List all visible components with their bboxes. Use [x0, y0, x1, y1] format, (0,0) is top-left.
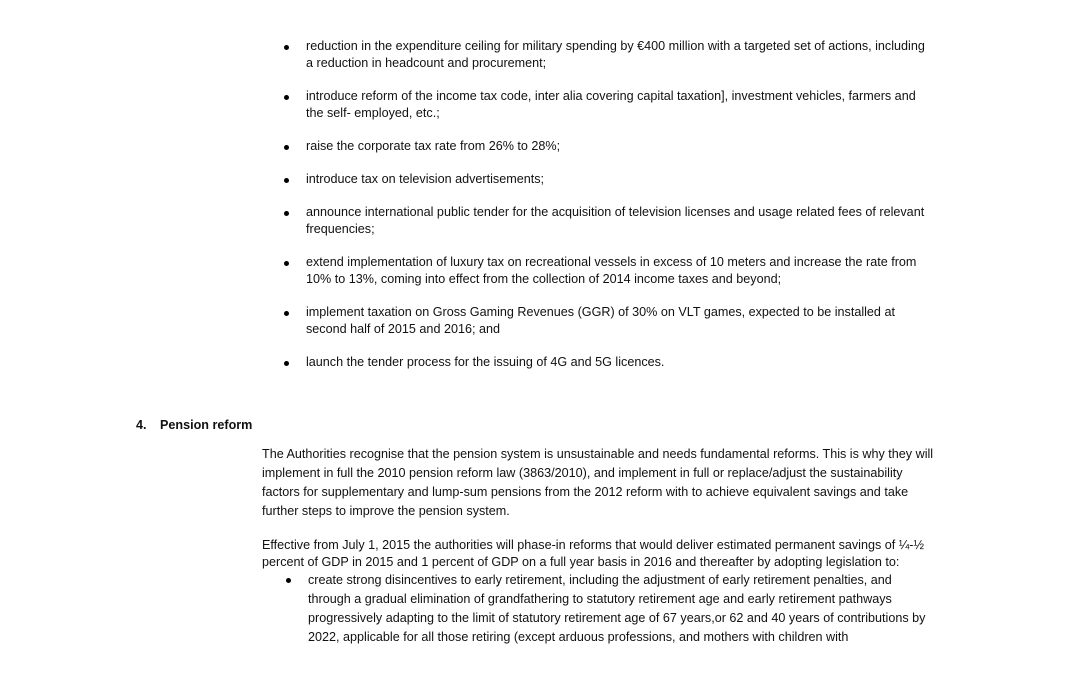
legislation-bullet-list	[286, 571, 936, 647]
measures-bullet-list	[284, 38, 934, 387]
bullet-icon	[284, 45, 289, 50]
list-item-text: announce international public tender for the acquisition of television licenses and usage related fees of relevant frequencies;	[306, 205, 925, 236]
list-item	[284, 304, 934, 338]
list-item	[286, 571, 936, 647]
list-item	[284, 138, 934, 155]
bullet-icon	[284, 361, 289, 366]
bullet-icon	[284, 211, 289, 216]
list-item	[284, 171, 934, 188]
paragraph: Effective from July 1, 2015 the authorities will phase-in reforms that would deliver estimated permanent savings of ¼-½ percent of GDP in 2015 and 1 percent of GDP on a full year basis in 2016 and thereafter by adopting legislation to:	[262, 538, 924, 569]
list-item-text: implement taxation on Gross Gaming Revenues (GGR) of 30% on VLT games, expected to be installed at second half of 2015 and 2016; and	[306, 305, 895, 336]
list-item-text: introduce tax on television advertisements;	[306, 172, 545, 186]
list-item-text: introduce reform of the income tax code, inter alia covering capital taxation], investment vehicles, farmers and the self- employed, etc.;	[306, 89, 916, 120]
bullet-icon	[284, 311, 289, 316]
bullet-icon	[284, 178, 289, 183]
list-item-text: create strong disincentives to early retirement, including the adjustment of early retirement penalties, and through a gradual elimination of grandfathering to statutory retirement age and early retirement pathways progressively adapting to the limit of statutory retirement age of 67 years,or 62 and 40 years of contributions by 2022, applicable for all those retiring (except arduous professions, and mothers with children with	[308, 573, 926, 644]
list-item-text: launch the tender process for the issuing of 4G and 5G licences.	[306, 355, 665, 369]
paragraph: The Authorities recognise that the pension system is unsustainable and needs fundamental reforms. This is why they will implement in full the 2010 pension reform law (3863/2010), and implement in full or replace/adjust the sustainability factors for supplementary and lump-sum pensions from the 2012 reform with to achieve equivalent savings and take further steps to improve the pension system.	[262, 447, 934, 518]
bullet-icon	[286, 578, 291, 583]
list-item-text: extend implementation of luxury tax on recreational vessels in excess of 10 meters and increase the rate from 10% to 13%, coming into effect from the collection of 2014 income taxes and beyond;	[306, 255, 917, 286]
list-item-text: raise the corporate tax rate from 26% to 28%;	[306, 139, 561, 153]
section-heading	[136, 417, 252, 434]
section-number: 4.	[136, 418, 147, 432]
list-item	[284, 204, 934, 238]
list-item	[284, 354, 934, 371]
list-item	[284, 38, 934, 72]
list-item	[284, 254, 934, 288]
bullet-icon	[284, 261, 289, 266]
section-title: Pension reform	[160, 418, 253, 432]
bullet-icon	[284, 95, 289, 100]
list-item	[284, 88, 934, 122]
bullet-icon	[284, 145, 289, 150]
list-item-text: reduction in the expenditure ceiling for military spending by €400 million with a targeted set of actions, including a reduction in headcount and procurement;	[306, 39, 925, 70]
